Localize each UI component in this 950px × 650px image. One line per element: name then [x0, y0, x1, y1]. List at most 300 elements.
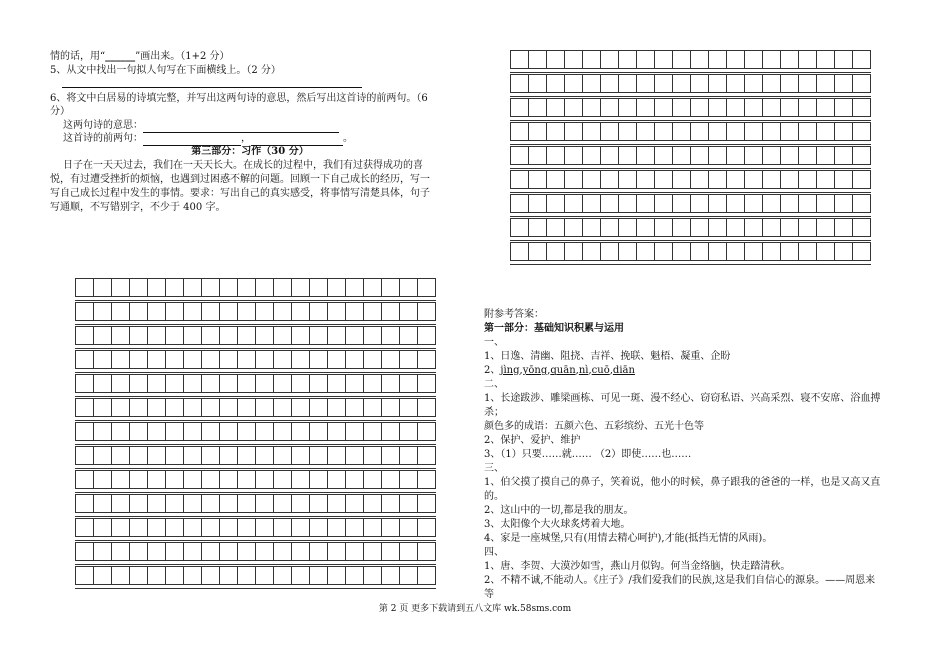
grid-cell — [564, 242, 583, 261]
grid-cell — [546, 218, 565, 237]
pinyin: diān — [612, 365, 635, 376]
grid-cell — [111, 398, 130, 417]
grid-row-separator — [75, 540, 436, 541]
grid-cell — [201, 350, 220, 369]
grid-cell — [546, 242, 565, 261]
grid-cell — [636, 50, 655, 69]
grid-cell — [273, 302, 292, 321]
grid-cell — [237, 566, 256, 585]
grid-cell — [273, 350, 292, 369]
grid-cell — [201, 374, 220, 393]
grid-cell — [834, 146, 853, 165]
grid-cell — [219, 518, 238, 537]
grid-cell — [726, 74, 745, 93]
grid-cell — [309, 350, 328, 369]
grid-cell — [255, 350, 274, 369]
grid-cell — [636, 194, 655, 213]
grid-cell — [816, 194, 835, 213]
grid-cell — [255, 374, 274, 393]
grid-cell — [381, 470, 400, 489]
grid-cell — [363, 374, 382, 393]
grid-cell — [726, 194, 745, 213]
grid-cell — [183, 518, 202, 537]
grid-cell — [219, 422, 238, 441]
section-3-title: 第三部分：习作（30 分） — [191, 146, 309, 157]
grid-cell — [654, 98, 673, 117]
grid-cell — [744, 122, 763, 141]
grid-cell — [183, 326, 202, 345]
grid-cell — [654, 170, 673, 189]
grid-cell — [183, 302, 202, 321]
grid-cell — [129, 302, 148, 321]
grid-cell — [147, 566, 166, 585]
grid-cell — [219, 542, 238, 561]
answer-line-pinyin: 2、jìng,yōng,quān,nì,cuō,diān — [484, 365, 635, 376]
grid-cell — [780, 218, 799, 237]
grid-cell — [381, 566, 400, 585]
grid-cell — [834, 50, 853, 69]
grid-cell — [672, 50, 691, 69]
grid-cell — [309, 494, 328, 513]
grid-cell — [147, 398, 166, 417]
grid-cell — [399, 566, 418, 585]
grid-cell — [363, 470, 382, 489]
grid-cell — [528, 146, 547, 165]
grid-cell — [582, 218, 601, 237]
grid-cell — [309, 374, 328, 393]
grid-cell — [327, 518, 346, 537]
grid-cell — [93, 326, 112, 345]
grid-cell — [762, 50, 781, 69]
grid-cell — [75, 398, 94, 417]
grid-cell — [690, 242, 709, 261]
grid-cell — [345, 470, 364, 489]
grid-cell — [201, 518, 220, 537]
grid-cell — [237, 374, 256, 393]
grid-cell — [183, 446, 202, 465]
grid-cell — [93, 446, 112, 465]
grid-cell — [93, 302, 112, 321]
grid-cell — [600, 242, 619, 261]
grid-cell — [381, 398, 400, 417]
grid-cell — [201, 494, 220, 513]
grid-cell — [201, 446, 220, 465]
grid-cell — [528, 170, 547, 189]
grid-cell — [780, 122, 799, 141]
grid-cell — [852, 170, 871, 189]
grid-cell — [672, 194, 691, 213]
grid-cell — [417, 518, 436, 537]
grid-cell — [309, 326, 328, 345]
grid-cell — [510, 50, 529, 69]
grid-cell — [564, 122, 583, 141]
grid-cell — [708, 122, 727, 141]
grid-cell — [129, 350, 148, 369]
grid-cell — [816, 50, 835, 69]
grid-cell — [309, 566, 328, 585]
meaning-row — [63, 119, 339, 133]
grid-cell — [654, 146, 673, 165]
grid-cell — [399, 518, 418, 537]
grid-cell — [510, 74, 529, 93]
grid-cell — [546, 50, 565, 69]
grid-cell — [399, 422, 418, 441]
grid-cell — [327, 494, 346, 513]
grid-cell — [672, 242, 691, 261]
grid-cell — [780, 98, 799, 117]
grid-cell — [237, 302, 256, 321]
grid-cell — [147, 374, 166, 393]
answer-line: 三、 — [484, 463, 504, 474]
grid-cell — [636, 242, 655, 261]
answer-line: 3、（1）只要……就…… （2）即使……也…… — [484, 449, 692, 460]
grid-cell — [147, 326, 166, 345]
grid-cell — [327, 326, 346, 345]
grid-cell — [708, 74, 727, 93]
grid-cell — [147, 422, 166, 441]
q4-text-end: ”画出来。（1+2 分） — [135, 51, 230, 62]
grid-cell — [762, 218, 781, 237]
grid-row-separator — [510, 144, 871, 145]
grid-cell — [546, 194, 565, 213]
grid-cell — [183, 398, 202, 417]
grid-cell — [129, 542, 148, 561]
grid-cell — [744, 242, 763, 261]
grid-cell — [600, 194, 619, 213]
grid-cell — [744, 50, 763, 69]
grid-cell — [417, 278, 436, 297]
grid-cell — [780, 50, 799, 69]
grid-row-separator — [75, 492, 436, 493]
grid-cell — [417, 398, 436, 417]
grid-cell — [546, 98, 565, 117]
grid-cell — [816, 122, 835, 141]
answer-line: 一、 — [484, 337, 504, 348]
grid-cell — [672, 98, 691, 117]
grid-cell — [417, 446, 436, 465]
grid-cell — [690, 194, 709, 213]
grid-cell — [273, 542, 292, 561]
grid-cell — [165, 398, 184, 417]
grid-cell — [291, 350, 310, 369]
answer-line: 等 — [484, 589, 494, 600]
grid-cell — [93, 494, 112, 513]
grid-cell — [708, 194, 727, 213]
grid-cell — [798, 218, 817, 237]
grid-cell — [129, 398, 148, 417]
answer-line: 1、伯父摸了摸自己的鼻子，笑着说，他小的时候，鼻子跟我的爸爸的一样，也是又高又直 — [484, 477, 881, 488]
answer-line: 的。 — [484, 491, 504, 502]
composition-grid-right — [510, 50, 872, 268]
grid-cell — [237, 350, 256, 369]
grid-cell — [165, 374, 184, 393]
grid-cell — [798, 194, 817, 213]
pinyin: jìng — [500, 365, 520, 376]
grid-cell — [363, 518, 382, 537]
grid-row-separator — [75, 444, 436, 445]
grid-cell — [672, 146, 691, 165]
front-lines-label: 这首诗的前两句： — [63, 133, 143, 144]
grid-cell — [75, 374, 94, 393]
grid-cell — [564, 146, 583, 165]
q4-blank: ______ — [105, 51, 136, 62]
grid-cell — [363, 446, 382, 465]
grid-cell — [780, 170, 799, 189]
grid-cell — [291, 422, 310, 441]
grid-cell — [381, 374, 400, 393]
grid-row-separator — [75, 588, 436, 589]
grid-cell — [237, 470, 256, 489]
grid-cell — [129, 374, 148, 393]
grid-cell — [165, 422, 184, 441]
grid-cell — [327, 350, 346, 369]
grid-cell — [654, 218, 673, 237]
grid-cell — [147, 278, 166, 297]
grid-cell — [219, 494, 238, 513]
grid-cell — [618, 74, 637, 93]
grid-cell — [165, 326, 184, 345]
grid-cell — [111, 350, 130, 369]
grid-cell — [636, 122, 655, 141]
composition-grid-left — [75, 278, 437, 598]
grid-cell — [798, 98, 817, 117]
grid-cell — [510, 194, 529, 213]
grid-cell — [201, 566, 220, 585]
grid-cell — [309, 302, 328, 321]
pinyin: nì — [578, 365, 589, 376]
grid-cell — [147, 494, 166, 513]
grid-cell — [327, 278, 346, 297]
grid-cell — [399, 446, 418, 465]
grid-cell — [201, 302, 220, 321]
grid-cell — [417, 566, 436, 585]
grid-cell — [219, 278, 238, 297]
grid-cell — [672, 74, 691, 93]
grid-cell — [852, 218, 871, 237]
grid-cell — [636, 218, 655, 237]
grid-cell — [183, 374, 202, 393]
grid-cell — [147, 518, 166, 537]
grid-cell — [600, 146, 619, 165]
prompt-line-4: 写通顺，不写错别字，不少于 400 字。 — [50, 202, 226, 213]
grid-cell — [582, 170, 601, 189]
grid-cell — [582, 242, 601, 261]
grid-cell — [345, 326, 364, 345]
grid-cell — [618, 218, 637, 237]
grid-cell — [762, 74, 781, 93]
q4-tail — [50, 50, 230, 64]
grid-row-separator — [510, 168, 871, 169]
grid-cell — [255, 302, 274, 321]
grid-cell — [273, 278, 292, 297]
grid-cell — [780, 194, 799, 213]
grid-cell — [399, 350, 418, 369]
grid-cell — [327, 470, 346, 489]
grid-cell — [510, 242, 529, 261]
grid-cell — [363, 398, 382, 417]
grid-cell — [690, 50, 709, 69]
answer-line: 2、保护、爱护、维护 — [484, 435, 581, 446]
grid-cell — [600, 98, 619, 117]
grid-cell — [309, 278, 328, 297]
grid-cell — [345, 422, 364, 441]
answers-heading: 附参考答案： — [484, 309, 544, 320]
grid-cell — [111, 326, 130, 345]
grid-cell — [147, 446, 166, 465]
grid-cell — [564, 98, 583, 117]
grid-cell — [798, 50, 817, 69]
grid-cell — [690, 170, 709, 189]
grid-cell — [582, 122, 601, 141]
grid-cell — [417, 422, 436, 441]
grid-cell — [798, 122, 817, 141]
grid-cell — [510, 170, 529, 189]
grid-cell — [147, 302, 166, 321]
grid-cell — [618, 50, 637, 69]
question-6-cont: 分） — [50, 106, 70, 117]
grid-cell — [582, 146, 601, 165]
grid-cell — [417, 542, 436, 561]
grid-cell — [600, 170, 619, 189]
grid-cell — [201, 422, 220, 441]
grid-cell — [762, 242, 781, 261]
grid-cell — [780, 74, 799, 93]
grid-cell — [528, 98, 547, 117]
grid-cell — [636, 98, 655, 117]
grid-cell — [237, 542, 256, 561]
grid-cell — [654, 242, 673, 261]
grid-cell — [690, 218, 709, 237]
grid-cell — [399, 326, 418, 345]
grid-cell — [237, 278, 256, 297]
grid-cell — [183, 422, 202, 441]
grid-cell — [399, 542, 418, 561]
grid-cell — [201, 278, 220, 297]
grid-cell — [852, 194, 871, 213]
grid-cell — [327, 374, 346, 393]
grid-cell — [546, 146, 565, 165]
grid-cell — [690, 74, 709, 93]
grid-cell — [363, 326, 382, 345]
grid-cell — [219, 566, 238, 585]
grid-cell — [345, 446, 364, 465]
grid-cell — [798, 146, 817, 165]
grid-cell — [345, 278, 364, 297]
grid-cell — [528, 242, 547, 261]
grid-cell — [111, 566, 130, 585]
grid-cell — [255, 518, 274, 537]
grid-cell — [381, 422, 400, 441]
grid-cell — [582, 98, 601, 117]
grid-cell — [309, 542, 328, 561]
grid-cell — [690, 146, 709, 165]
grid-cell — [93, 470, 112, 489]
grid-cell — [129, 518, 148, 537]
grid-cell — [273, 494, 292, 513]
grid-cell — [564, 50, 583, 69]
grid-cell — [219, 350, 238, 369]
grid-cell — [111, 422, 130, 441]
grid-cell — [726, 170, 745, 189]
grid-cell — [816, 98, 835, 117]
grid-cell — [363, 566, 382, 585]
answers-part1: 第一部分：基础知识积累与运用 — [484, 323, 624, 334]
grid-cell — [345, 518, 364, 537]
grid-cell — [399, 278, 418, 297]
grid-cell — [237, 494, 256, 513]
grid-cell — [363, 494, 382, 513]
grid-cell — [291, 398, 310, 417]
grid-cell — [417, 494, 436, 513]
grid-cell — [528, 74, 547, 93]
meaning-label: 这两句诗的意思： — [63, 120, 143, 131]
grid-cell — [780, 146, 799, 165]
answer-line: 2、这山中的一切,都是我的朋友。 — [484, 505, 634, 516]
grid-cell — [636, 170, 655, 189]
grid-row-separator — [75, 396, 436, 397]
grid-cell — [636, 146, 655, 165]
grid-cell — [510, 122, 529, 141]
grid-cell — [798, 74, 817, 93]
grid-cell — [165, 542, 184, 561]
grid-cell — [834, 122, 853, 141]
grid-cell — [834, 98, 853, 117]
grid-cell — [510, 98, 529, 117]
pinyin: yōng — [522, 365, 548, 376]
grid-cell — [381, 446, 400, 465]
grid-cell — [237, 446, 256, 465]
grid-cell — [291, 494, 310, 513]
grid-cell — [600, 74, 619, 93]
grid-cell — [93, 518, 112, 537]
grid-cell — [600, 218, 619, 237]
grid-cell — [75, 470, 94, 489]
grid-cell — [309, 422, 328, 441]
grid-cell — [852, 98, 871, 117]
grid-cell — [291, 470, 310, 489]
grid-cell — [273, 398, 292, 417]
grid-cell — [708, 170, 727, 189]
pinyin: quān — [550, 365, 576, 376]
grid-cell — [672, 122, 691, 141]
grid-cell — [165, 566, 184, 585]
grid-cell — [345, 398, 364, 417]
grid-cell — [345, 494, 364, 513]
grid-cell — [327, 302, 346, 321]
answer-line: 四、 — [484, 547, 504, 558]
grid-cell — [618, 98, 637, 117]
grid-cell — [255, 278, 274, 297]
grid-cell — [690, 98, 709, 117]
grid-cell — [363, 302, 382, 321]
grid-row-separator — [75, 516, 436, 517]
grid-cell — [381, 326, 400, 345]
grid-cell — [834, 194, 853, 213]
grid-cell — [690, 122, 709, 141]
grid-cell — [273, 326, 292, 345]
grid-cell — [381, 542, 400, 561]
grid-row-separator — [75, 300, 436, 301]
grid-cell — [165, 278, 184, 297]
grid-cell — [165, 350, 184, 369]
grid-cell — [309, 470, 328, 489]
grid-cell — [834, 218, 853, 237]
answer-item-number: 2、 — [484, 365, 501, 376]
grid-cell — [255, 326, 274, 345]
grid-cell — [219, 398, 238, 417]
grid-cell — [618, 146, 637, 165]
grid-cell — [219, 374, 238, 393]
